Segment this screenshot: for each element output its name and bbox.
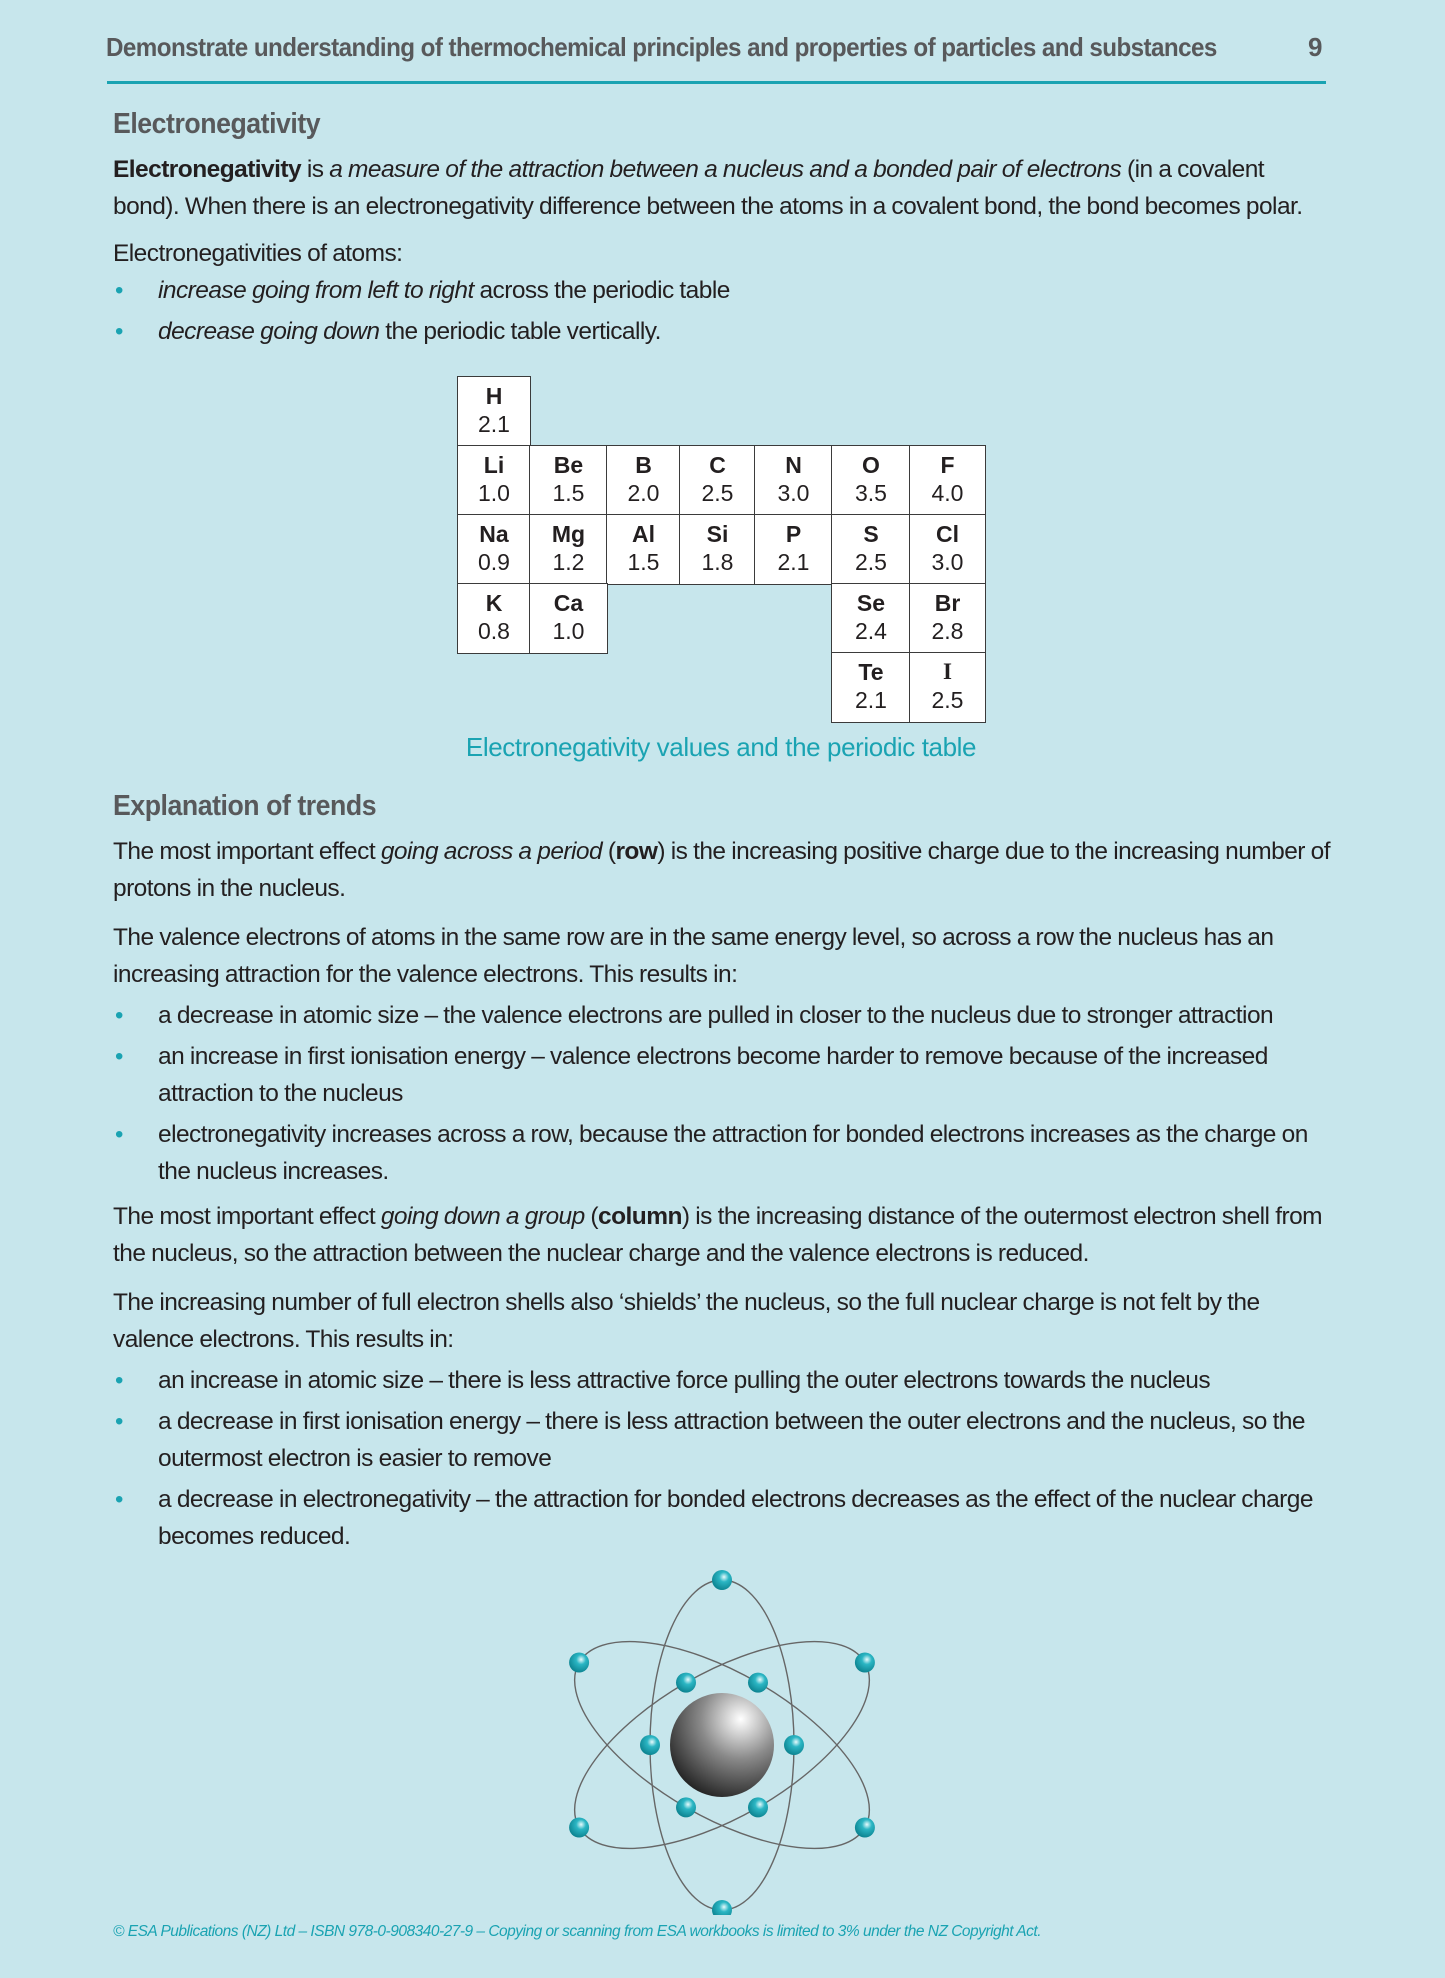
electronegativity-value: 1.5 xyxy=(627,549,660,576)
paragraph-shielding: The increasing number of full electron shells also ‘shields’ the nucleus, so the full nuclear charge is not felt by the valence electrons. This results in: xyxy=(113,1289,1260,1353)
element-cell-br xyxy=(909,583,986,654)
list-item-text: a decrease in first ionisation energy – there is less attraction between the outer electrons and the nucleus, so the outermost electron is easier to remove xyxy=(158,1408,1305,1472)
electron xyxy=(640,1735,660,1755)
list-item xyxy=(113,1403,1333,1477)
electronegativity-value: 0.8 xyxy=(478,618,510,645)
electron xyxy=(676,1673,696,1693)
element-symbol: Ca xyxy=(553,590,584,617)
bullet-icon: • xyxy=(115,1002,123,1029)
electronegativity-value: 3.0 xyxy=(777,480,810,507)
element-cell-p xyxy=(754,514,833,585)
electronegativity-value: 1.2 xyxy=(552,549,585,576)
group-effects-list xyxy=(113,1362,1333,1555)
list-item-text: a decrease in atomic size – the valence electrons are pulled in closer to the nucleus due to stronger attraction xyxy=(158,1002,1274,1029)
element-symbol: Br xyxy=(934,590,961,617)
list-item-emphasis: decrease going down xyxy=(158,318,380,345)
section-heading: Electronegativity xyxy=(113,108,321,140)
list-item-text: an increase in atomic size – there is less attractive force pulling the outer electrons towards the nucleus xyxy=(158,1367,1211,1394)
element-cell-al xyxy=(606,514,681,585)
electron xyxy=(676,1797,696,1817)
element-cell-na xyxy=(457,514,531,585)
bold-term: row xyxy=(615,838,658,865)
text: The most important effect xyxy=(113,838,381,865)
list-item-text: an increase in first ionisation energy – valence electrons become harder to remove because of the increased attraction to the nucleus xyxy=(158,1043,1268,1107)
electron xyxy=(784,1735,804,1755)
electronegativity-value: 3.5 xyxy=(855,480,887,507)
text: ) is the increasing positive charge due to the increasing number of protons in the nucleus. xyxy=(113,838,1330,902)
electron xyxy=(855,1818,875,1838)
list-item xyxy=(113,1481,1333,1555)
element-cell-mg xyxy=(529,514,608,585)
bold-term: column xyxy=(598,1203,682,1230)
electronegativity-value: 2.1 xyxy=(478,411,510,438)
element-symbol: P xyxy=(785,521,802,548)
element-cell-si xyxy=(679,514,756,585)
list-item xyxy=(113,1038,1333,1112)
definition-term: Electronegativity xyxy=(113,156,302,183)
element-symbol: Na xyxy=(479,521,509,548)
element-cell-f xyxy=(909,445,986,516)
electronegativity-value: 2.5 xyxy=(701,480,734,507)
element-symbol: O xyxy=(862,452,880,479)
table-caption: Electronegativity values and the periodic table xyxy=(465,732,977,762)
row-effects-list xyxy=(113,997,1333,1190)
bullet-icon: • xyxy=(115,1367,123,1394)
element-cell-b xyxy=(606,445,681,516)
paragraph-valence: The valence electrons of atoms in the same row are in the same energy level, so across a row the nucleus has an increasing attraction for the valence electrons. This results in: xyxy=(113,924,1274,988)
atom-icon xyxy=(560,1570,885,1915)
electronegativity-value: 1.0 xyxy=(478,480,510,507)
element-cell-be xyxy=(529,445,608,516)
electron xyxy=(748,1797,768,1817)
element-cell-s xyxy=(831,514,911,585)
emphasis: going down a group xyxy=(380,1203,585,1230)
element-symbol: Be xyxy=(553,452,584,479)
element-cell-cl xyxy=(909,514,986,585)
electronegativity-table xyxy=(458,377,988,722)
definition-rest: (in a covalent bond). When there is an electronegativity difference between the atoms in a covalent bond, the bond becomes polar. xyxy=(113,156,1303,220)
electronegativity-value: 3.0 xyxy=(931,549,964,576)
electronegativity-value: 2.0 xyxy=(627,480,660,507)
electron xyxy=(748,1673,768,1693)
list-item-text: across the periodic table xyxy=(473,277,730,304)
running-header: Demonstrate understanding of thermochemical principles and properties of particles and substances xyxy=(106,32,1217,62)
element-cell-o xyxy=(831,445,911,516)
element-symbol: Si xyxy=(706,521,729,548)
intro-text: Electronegativities of atoms: xyxy=(113,240,403,267)
element-symbol: Mg xyxy=(551,521,586,548)
electronegativity-value: 1.8 xyxy=(701,549,734,576)
element-symbol: K xyxy=(485,590,503,617)
electronegativity-value: 1.5 xyxy=(552,480,585,507)
element-symbol: S xyxy=(863,521,879,548)
element-symbol: I xyxy=(943,659,952,685)
electronegativity-value: 2.5 xyxy=(855,549,887,576)
nucleus xyxy=(670,1693,774,1797)
electronegativity-value: 2.1 xyxy=(777,549,810,576)
element-symbol: Te xyxy=(858,659,884,686)
bullet-icon: • xyxy=(115,1408,123,1435)
element-cell-te xyxy=(831,652,911,723)
element-cell-k xyxy=(457,583,531,654)
copyright-footer: © ESA Publications (NZ) Ltd – ISBN 978-0-908340-27-9 – Copying or scanning from ESA workbooks is limited to 3% under the NZ Copyright Act. xyxy=(113,1923,1041,1940)
electronegativity-value: 4.0 xyxy=(931,480,964,507)
section-explanation xyxy=(113,790,1333,1559)
element-cell-n xyxy=(754,445,833,516)
electronegativity-value: 1.0 xyxy=(552,618,585,645)
definition-paragraph xyxy=(113,151,1333,225)
electronegativity-value: 0.9 xyxy=(478,549,510,576)
element-cell-h xyxy=(457,376,531,447)
list-item-text: the periodic table vertically. xyxy=(379,318,661,345)
list-item xyxy=(113,1362,1333,1399)
element-symbol: Li xyxy=(483,452,505,479)
definition-connector: is xyxy=(301,156,330,183)
bullet-icon: • xyxy=(115,1486,123,1513)
element-cell-i xyxy=(909,652,986,723)
trend-list xyxy=(113,272,1333,350)
emphasis: going across a period xyxy=(380,838,603,865)
electronegativity-value: 2.1 xyxy=(855,687,887,714)
list-item xyxy=(113,1116,1333,1190)
bullet-icon: • xyxy=(115,318,123,345)
section-electronegativity xyxy=(113,108,1333,354)
list-item xyxy=(113,997,1333,1034)
element-symbol: C xyxy=(709,452,726,479)
element-symbol: F xyxy=(940,452,955,479)
electronegativity-value: 2.8 xyxy=(931,618,964,645)
electron xyxy=(569,1818,589,1838)
electron xyxy=(712,1570,732,1590)
bullet-icon: • xyxy=(115,1043,123,1070)
header-divider xyxy=(107,81,1326,84)
element-symbol: N xyxy=(785,452,802,479)
element-symbol: Al xyxy=(632,521,655,548)
element-cell-se xyxy=(831,583,911,654)
element-symbol: Se xyxy=(856,590,886,617)
text: ) is the increasing distance of the outermost electron shell from the nucleus, so the attraction between the nuclear charge and the valence electrons is reduced. xyxy=(113,1203,1323,1267)
page-number: 9 xyxy=(1308,32,1323,62)
paragraph-period xyxy=(113,833,1333,907)
element-cell-c xyxy=(679,445,756,516)
list-item xyxy=(113,272,1333,309)
electron xyxy=(855,1653,875,1673)
electron xyxy=(569,1653,589,1673)
text: The most important effect xyxy=(113,1203,381,1230)
electronegativity-value: 2.5 xyxy=(931,687,964,714)
definition-meaning: a measure of the attraction between a nucleus and a bonded pair of electrons xyxy=(329,156,1122,183)
element-symbol: Cl xyxy=(936,521,959,548)
element-cell-li xyxy=(457,445,531,516)
electronegativity-value: 2.4 xyxy=(855,618,887,645)
electron xyxy=(712,1900,732,1915)
bullet-icon: • xyxy=(115,277,123,304)
section-heading: Explanation of trends xyxy=(113,790,377,822)
text: ( xyxy=(584,1203,599,1230)
list-item-emphasis: increase going from left to right xyxy=(158,277,474,304)
element-cell-ca xyxy=(529,583,608,654)
list-item-text: a decrease in electronegativity – the attraction for bonded electrons decreases as the effect of the nuclear charge becomes reduced. xyxy=(158,1486,1313,1550)
bullet-icon: • xyxy=(115,1121,123,1148)
list-item-text: electronegativity increases across a row, because the attraction for bonded electrons increases as the charge on the nucleus increases. xyxy=(158,1121,1308,1185)
list-item xyxy=(113,313,1333,350)
element-symbol: B xyxy=(635,452,652,479)
element-symbol: H xyxy=(485,383,503,410)
paragraph-group xyxy=(113,1198,1333,1272)
text: ( xyxy=(602,838,616,865)
